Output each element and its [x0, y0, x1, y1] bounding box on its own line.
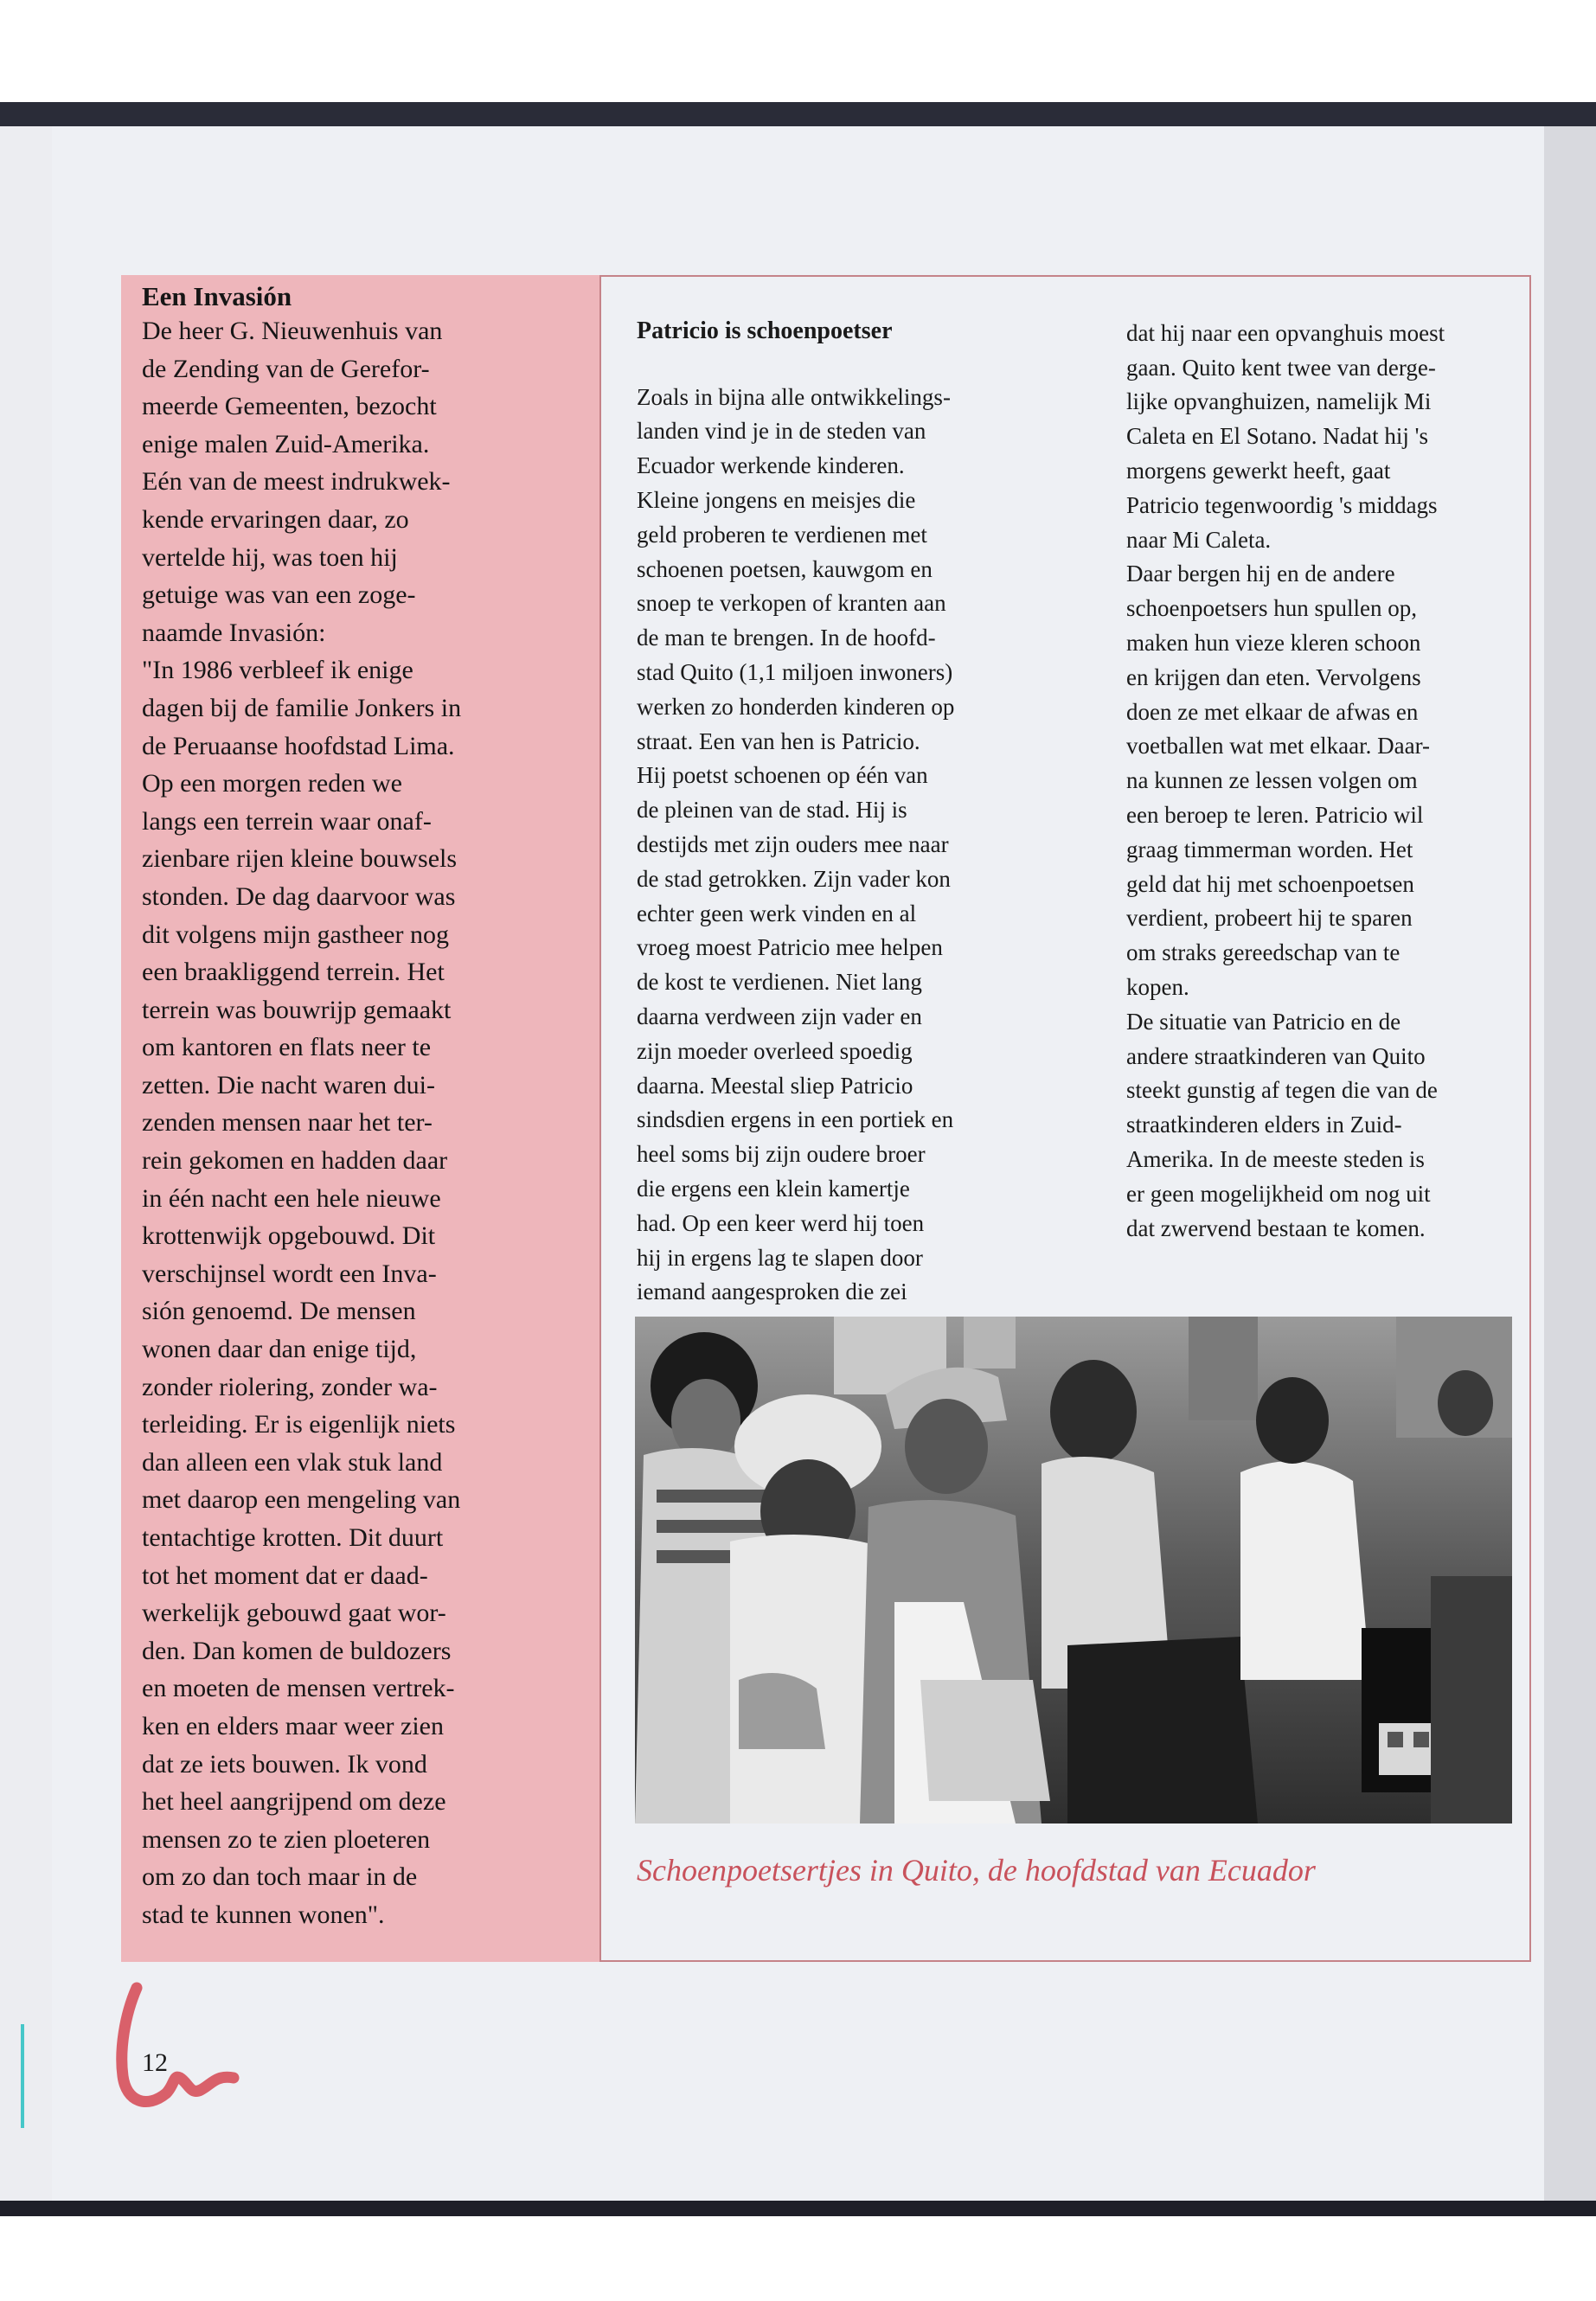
sidebar-line: en moeten de mensen vertrek-: [142, 1674, 455, 1703]
article-heading: Patricio is schoenpoetser: [637, 317, 893, 344]
street-children-photo: [635, 1317, 1512, 1823]
sidebar-line: enige malen Zuid-Amerika.: [142, 429, 430, 458]
sidebar-line: zienbare rijen kleine bouwsels: [142, 844, 458, 874]
sidebar-line: tot het moment dat er daad-: [142, 1561, 428, 1590]
sidebar-line: het heel aangrijpend om deze: [142, 1787, 446, 1817]
sidebar-line: langs een terrein waar onaf-: [142, 806, 432, 836]
sidebar-line: zetten. Die nacht waren dui-: [142, 1070, 436, 1099]
magazine-logo-icon: [112, 1981, 242, 2111]
page-number: 12: [142, 2048, 168, 2077]
sidebar-line: kende ervaringen daar, zo: [142, 504, 409, 534]
sidebar-line: Eén van de meest indrukwek-: [142, 467, 451, 497]
sidebar-line: dat ze iets bouwen. Ik vond: [142, 1749, 427, 1779]
sidebar-line: Op een morgen reden we: [142, 769, 402, 798]
sidebar-line: in één nacht een hele nieuwe: [142, 1183, 441, 1213]
sidebar-line: om zo dan toch maar in de: [142, 1862, 418, 1892]
sidebar-line: sión genoemd. De mensen: [142, 1297, 416, 1326]
sidebar-line: den. Dan komen de buldozers: [142, 1636, 452, 1665]
sidebar-line: tentachtige krotten. Dit duurt: [142, 1523, 444, 1552]
sidebar-line: dan alleen een vlak stuk land: [142, 1447, 443, 1477]
sidebar-line: stad te kunnen wonen".: [142, 1900, 385, 1929]
left-page-edge: [0, 126, 52, 2202]
sidebar-line: dagen bij de familie Jonkers in: [142, 693, 462, 722]
sidebar-box: [121, 275, 601, 1962]
sidebar-line: mensen zo te zien ploeteren: [142, 1824, 431, 1854]
sidebar-line: naamde Invasión:: [142, 618, 326, 647]
sidebar-body: [142, 312, 599, 1934]
sidebar-line: de Peruaanse hoofdstad Lima.: [142, 731, 455, 760]
sidebar-line: terleiding. Er is eigenlijk niets: [142, 1410, 456, 1439]
sidebar-line: getuige was van een zoge-: [142, 580, 416, 610]
article-column-1: [637, 282, 1086, 1344]
sidebar-line: om kantoren en flats neer te: [142, 1033, 432, 1062]
sidebar-line: met daarop een mengeling van: [142, 1485, 461, 1515]
photo-caption: Schoenpoetsertjes in Quito, de hoofdstad van Ecuador: [637, 1853, 1316, 1888]
sidebar-line: dit volgens mijn gastheer nog: [142, 920, 449, 949]
sidebar-line: stonden. De dag daarvoor was: [142, 881, 456, 911]
sidebar-line: vertelde hij, was toen hij: [142, 542, 398, 572]
sidebar-line: verschijnsel wordt een Inva-: [142, 1259, 437, 1288]
right-page-edge: [1544, 126, 1596, 2202]
article-column-1-text: Zoals in bijna alle ontwikkelings- landen vind je in de steden van Ecuador werkende kinderen. Kleine jongens en meisjes die geld proberen te verdienen met schoenen poetsen, kauwgom en snoep te verkopen of kranten aan de man te brengen. In de hoofd- stad Quito (1,1 miljoen inwoners) werken zo honderden kinderen op straat. Een van hen is Patricio. Hij poetst schoenen op één van de pleinen van de stad. Hij is destijds met zijn ouders mee naar de stad getrokken. Zijn vader kon echter geen werk vinden en al vroeg moest Patricio mee helpen de kost te verdienen. Niet lang daarna verdween zijn vader en zijn moeder overleed spoedig daarna. Meestal sliep Patricio sindsdien ergens in een portiek en heel soms bij zijn oudere broer die ergens een klein kamertje had. Op een keer werd hij toen hij in ergens lag te slapen door iemand aangesproken die zei: [637, 383, 955, 1305]
left-edge-accent: [21, 2024, 24, 2128]
sidebar-line: wonen daar dan enige tijd,: [142, 1335, 417, 1364]
sidebar-line: rein gekomen en hadden daar: [142, 1146, 448, 1176]
sidebar-line: De heer G. Nieuwenhuis van: [142, 317, 443, 345]
sidebar-line: meerde Gemeenten, bezocht: [142, 392, 437, 421]
sidebar-line: zonder riolering, zonder wa-: [142, 1372, 438, 1401]
bottom-edge-band: [0, 2201, 1596, 2216]
sidebar-heading: Een Invasión: [142, 281, 292, 311]
sidebar-line: zenden mensen naar het ter-: [142, 1108, 433, 1138]
article-column-2: [1126, 282, 1533, 1280]
sidebar-line: de Zending van de Gerefor-: [142, 354, 430, 383]
top-edge-band: [0, 102, 1596, 126]
sidebar-line: terrein was bouwrijp gemaakt: [142, 995, 452, 1024]
photo-illustration: [635, 1317, 1512, 1823]
sidebar-line: ken en elders maar weer zien: [142, 1711, 444, 1740]
article-column-2-text: dat hij naar een opvanghuis moest gaan. Quito kent twee van derge- lijke opvanghuizen, namelijk Mi Caleta en El Sotano. Nadat hij 's morgens gewerkt heeft, gaat Patricio tegenwoordig 's middags naar Mi Caleta. Daar bergen hij en de andere schoenpoetsers hun spullen op, maken hun vieze kleren schoon en krijgen dan eten. Vervolgens doen ze met elkaar de afwas en voetballen wat met elkaar. Daar- na kunnen ze lessen volgen om een beroep te leren. Patricio wil graag timmerman worden. Het geld dat hij met schoenpoetsen verdient, probeert hij te sparen om straks gereedschap van te kopen. De situatie van Patricio en de andere straatkinderen van Quito steekt gunstig af tegen die van de straatkinderen elders in Zuid- Amerika. In de meeste steden is er geen mogelijkheid om nog uit dat zwervend bestaan te komen.: [1126, 319, 1445, 1241]
sidebar-line: "In 1986 verbleef ik enige: [142, 656, 413, 685]
sidebar-line: werkelijk gebouwd gaat wor-: [142, 1599, 446, 1628]
sidebar-line: een braakliggend terrein. Het: [142, 958, 445, 987]
sidebar-line: krottenwijk opgebouwd. Dit: [142, 1221, 436, 1251]
